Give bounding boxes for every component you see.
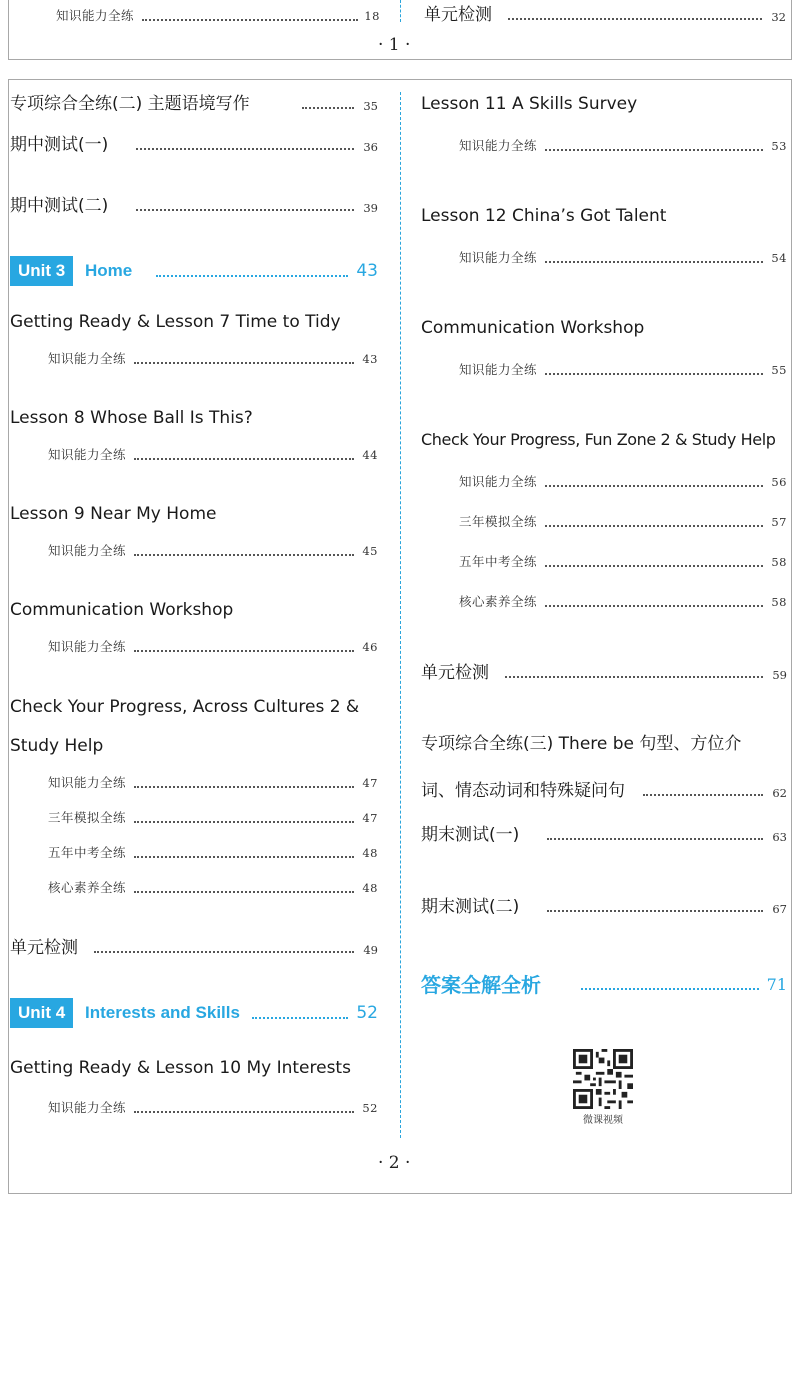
top-left-item[interactable]: 知识能力全练 18 <box>56 8 380 23</box>
toc-special-3-line2[interactable]: 词、情态动词和特殊疑问句 62 <box>421 781 787 801</box>
toc-lesson-8-practice[interactable]: 知识能力全练 44 <box>48 447 378 462</box>
toc-lesson-11[interactable]: Lesson 11 A Skills Survey <box>421 94 638 114</box>
toc-lesson-7-practice[interactable]: 知识能力全练 43 <box>48 351 378 366</box>
top-right-item[interactable]: 单元检测 32 <box>424 5 786 25</box>
toc-midterm-2[interactable]: 期中测试(二) 39 <box>10 196 378 216</box>
column-divider <box>400 92 401 1138</box>
toc-lesson-10-practice[interactable]: 知识能力全练 52 <box>48 1100 378 1115</box>
unit-title: Interests and Skills <box>85 1003 240 1022</box>
page-number-1: · 1 · <box>378 35 411 55</box>
unit-badge: Unit 4 <box>10 998 73 1028</box>
toc-special-2[interactable]: 专项综合全练(二) 主题语境写作 35 <box>10 94 378 114</box>
toc-lesson-12-practice[interactable]: 知识能力全练 54 <box>459 250 787 265</box>
toc-check-progress-u4[interactable]: Check Your Progress, Fun Zone 2 & Study Help <box>421 430 776 449</box>
unit-title: Home <box>85 261 133 280</box>
toc-unit-3-test[interactable]: 单元检测 49 <box>10 938 378 958</box>
toc-check-progress-u4-practice-2[interactable]: 三年模拟全练 57 <box>459 514 787 529</box>
toc-lesson-12[interactable]: Lesson 12 China’s Got Talent <box>421 206 667 226</box>
toc-unit-4-test[interactable]: 单元检测 59 <box>421 663 787 683</box>
toc-answers[interactable]: 答案全解全析 71 <box>421 973 787 997</box>
toc-communication-workshop-u4[interactable]: Communication Workshop <box>421 318 645 338</box>
toc-communication-workshop-u4-practice[interactable]: 知识能力全练 55 <box>459 362 787 377</box>
unit-page: 52 <box>356 1003 378 1023</box>
toc-check-progress-u3-practice-3[interactable]: 五年中考全练 48 <box>48 845 378 860</box>
toc-check-progress-u3-practice-4[interactable]: 核心素养全练 48 <box>48 880 378 895</box>
toc-lesson-11-practice[interactable]: 知识能力全练 53 <box>459 138 787 153</box>
toc-communication-workshop-u3-practice[interactable]: 知识能力全练 46 <box>48 639 378 654</box>
toc-lesson-9-practice[interactable]: 知识能力全练 45 <box>48 543 378 558</box>
unit-3-heading[interactable] <box>10 256 378 286</box>
toc-midterm-1[interactable]: 期中测试(一) 36 <box>10 135 378 155</box>
unit-badge: Unit 3 <box>10 256 73 286</box>
toc-check-progress-u4-practice-1[interactable]: 知识能力全练 56 <box>459 474 787 489</box>
toc-check-progress-u4-practice-3[interactable]: 五年中考全练 58 <box>459 554 787 569</box>
toc-lesson-8[interactable]: Lesson 8 Whose Ball Is This? <box>10 408 253 428</box>
toc-special-3-line1[interactable]: 专项综合全练(三) There be 句型、方位介 <box>421 734 742 754</box>
toc-check-progress-u3-line1[interactable]: Check Your Progress, Across Cultures 2 & <box>10 697 360 717</box>
qr-caption: 微课视频 <box>583 1115 623 1126</box>
qr-code-icon[interactable] <box>573 1049 633 1109</box>
top-column-divider <box>400 0 401 22</box>
page-number-2: · 2 · <box>378 1153 411 1173</box>
toc-check-progress-u4-practice-4[interactable]: 核心素养全练 58 <box>459 594 787 609</box>
toc-lesson-9[interactable]: Lesson 9 Near My Home <box>10 504 217 524</box>
unit-page: 43 <box>356 261 378 281</box>
unit-4-heading[interactable] <box>10 998 378 1028</box>
toc-final-2[interactable]: 期末测试(二) 67 <box>421 897 787 917</box>
toc-final-1[interactable]: 期末测试(一) 63 <box>421 825 787 845</box>
toc-lesson-10[interactable]: Getting Ready & Lesson 10 My Interests <box>10 1058 351 1078</box>
toc-check-progress-u3-practice-1[interactable]: 知识能力全练 47 <box>48 775 378 790</box>
toc-lesson-7[interactable]: Getting Ready & Lesson 7 Time to Tidy <box>10 312 341 332</box>
toc-check-progress-u3-line2[interactable]: Study Help <box>10 736 104 756</box>
toc-communication-workshop-u3[interactable]: Communication Workshop <box>10 600 234 620</box>
toc-check-progress-u3-practice-2[interactable]: 三年模拟全练 47 <box>48 810 378 825</box>
